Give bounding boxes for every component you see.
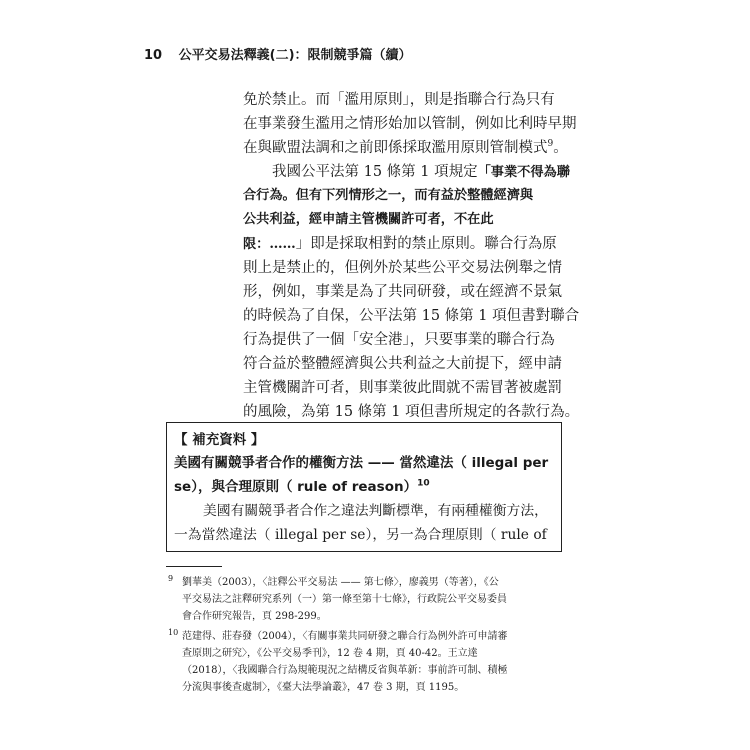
footnote-line: 劉華美（2003），〈註釋公平交易法 —— 第七條〉，廖義男（等著），《公 xyxy=(182,577,499,588)
text-line: 符合益於整體經濟與公共利益之大前提下，經申請 xyxy=(243,356,562,372)
box-title-line: 美國有關競爭者合作的權衡方法 —— 當然違法（ illegal per xyxy=(174,455,549,471)
text-line: 主管機關許可者，則事業彼此間就不需冒著被處罰 xyxy=(243,380,562,396)
text-segment: 在與歐盟法調和之前即係採取濫用原則管制模式 xyxy=(243,140,548,156)
statute-quote-line: 合行為。但有下列情形之一，而有益於整體經濟與 xyxy=(243,188,534,203)
text-segment: 我國公平法第 15 條第 1 項規定 xyxy=(272,164,478,180)
text-line: 形，例如，事業是為了共同研發，或在經濟不景氣 xyxy=(243,284,562,300)
supplementary-box xyxy=(166,422,562,552)
text-line xyxy=(243,160,573,184)
text-segment: 」即是採取相對的禁止原則。聯合行為原 xyxy=(295,236,557,252)
footnote-line: 平交易法之註釋研究系列（一）第一條至第十七條》，行政院公平交易委員 xyxy=(182,594,507,605)
footnote xyxy=(168,574,568,625)
footnote xyxy=(168,628,568,696)
text-line: 則上是禁止的，但例外於某些公平交易法例舉之情 xyxy=(243,260,562,276)
text-line: 的時候為了自保，公平法第 15 條第 1 項但書對聯合 xyxy=(243,308,580,324)
running-title: 公平交易法釋義(二)：限制競爭篇（續） xyxy=(178,48,412,63)
main-text xyxy=(243,88,580,424)
footnote-line: 分流與事後查處制〉，《臺大法學論叢》，47 卷 3 期，頁 1195。 xyxy=(182,682,465,693)
text-line xyxy=(243,136,573,160)
footnote-line: 會合作研究報告，頁 298-299。 xyxy=(182,611,327,622)
text-line: 的風險，為第 15 條第 1 項但書所規定的各款行為。 xyxy=(243,404,580,420)
text-line: 行為提供了一個「安全港」，只要事業的聯合行為 xyxy=(243,332,555,348)
footnote-line: （2018），〈我國聯合行為規範現況之結構反省與革新：事前許可制、積極 xyxy=(182,665,508,676)
box-title-line xyxy=(174,475,556,499)
text-line xyxy=(243,232,573,256)
footnote-divider xyxy=(166,566,222,567)
statute-quote-line: 公共利益，經申請主管機關許可者，不在此 xyxy=(243,212,494,227)
footnote-ref: 10 xyxy=(417,478,430,489)
footnote-number: 10 xyxy=(168,628,179,637)
footnote-number: 9 xyxy=(168,574,174,583)
footnote-ref: 9 xyxy=(547,139,554,150)
box-title-segment: se），與合理原則（ rule of reason） xyxy=(174,479,418,495)
text-line: 免於禁止。而「濫用原則」，則是指聯合行為只有 xyxy=(243,92,555,108)
text-line: 在事業發生濫用之情形始加以管制，例如比利時早期 xyxy=(243,116,577,132)
footnote-line: 范建得、莊春發（2004），〈有關事業共同研發之聯合行為例外許可申請審 xyxy=(182,631,508,642)
statute-quote: 「事業不得為聯 xyxy=(477,165,570,180)
box-label: 【 補充資料 】 xyxy=(174,432,265,448)
statute-quote: 限：…… xyxy=(243,237,296,252)
footnote-line: 查原則之研究〉，《公平交易季刊》，12 卷 4 期，頁 40-42。王立達 xyxy=(182,648,478,659)
text-segment: 。 xyxy=(553,140,568,156)
box-text-line: 一為當然違法（ illegal per se），另一為合理原則（ rule of xyxy=(174,527,547,543)
running-header xyxy=(144,44,412,63)
page-number: 10 xyxy=(144,48,163,63)
box-text-line: 美國有關競爭者合作之違法判斷標準，有兩種權衡方法， xyxy=(203,503,548,519)
